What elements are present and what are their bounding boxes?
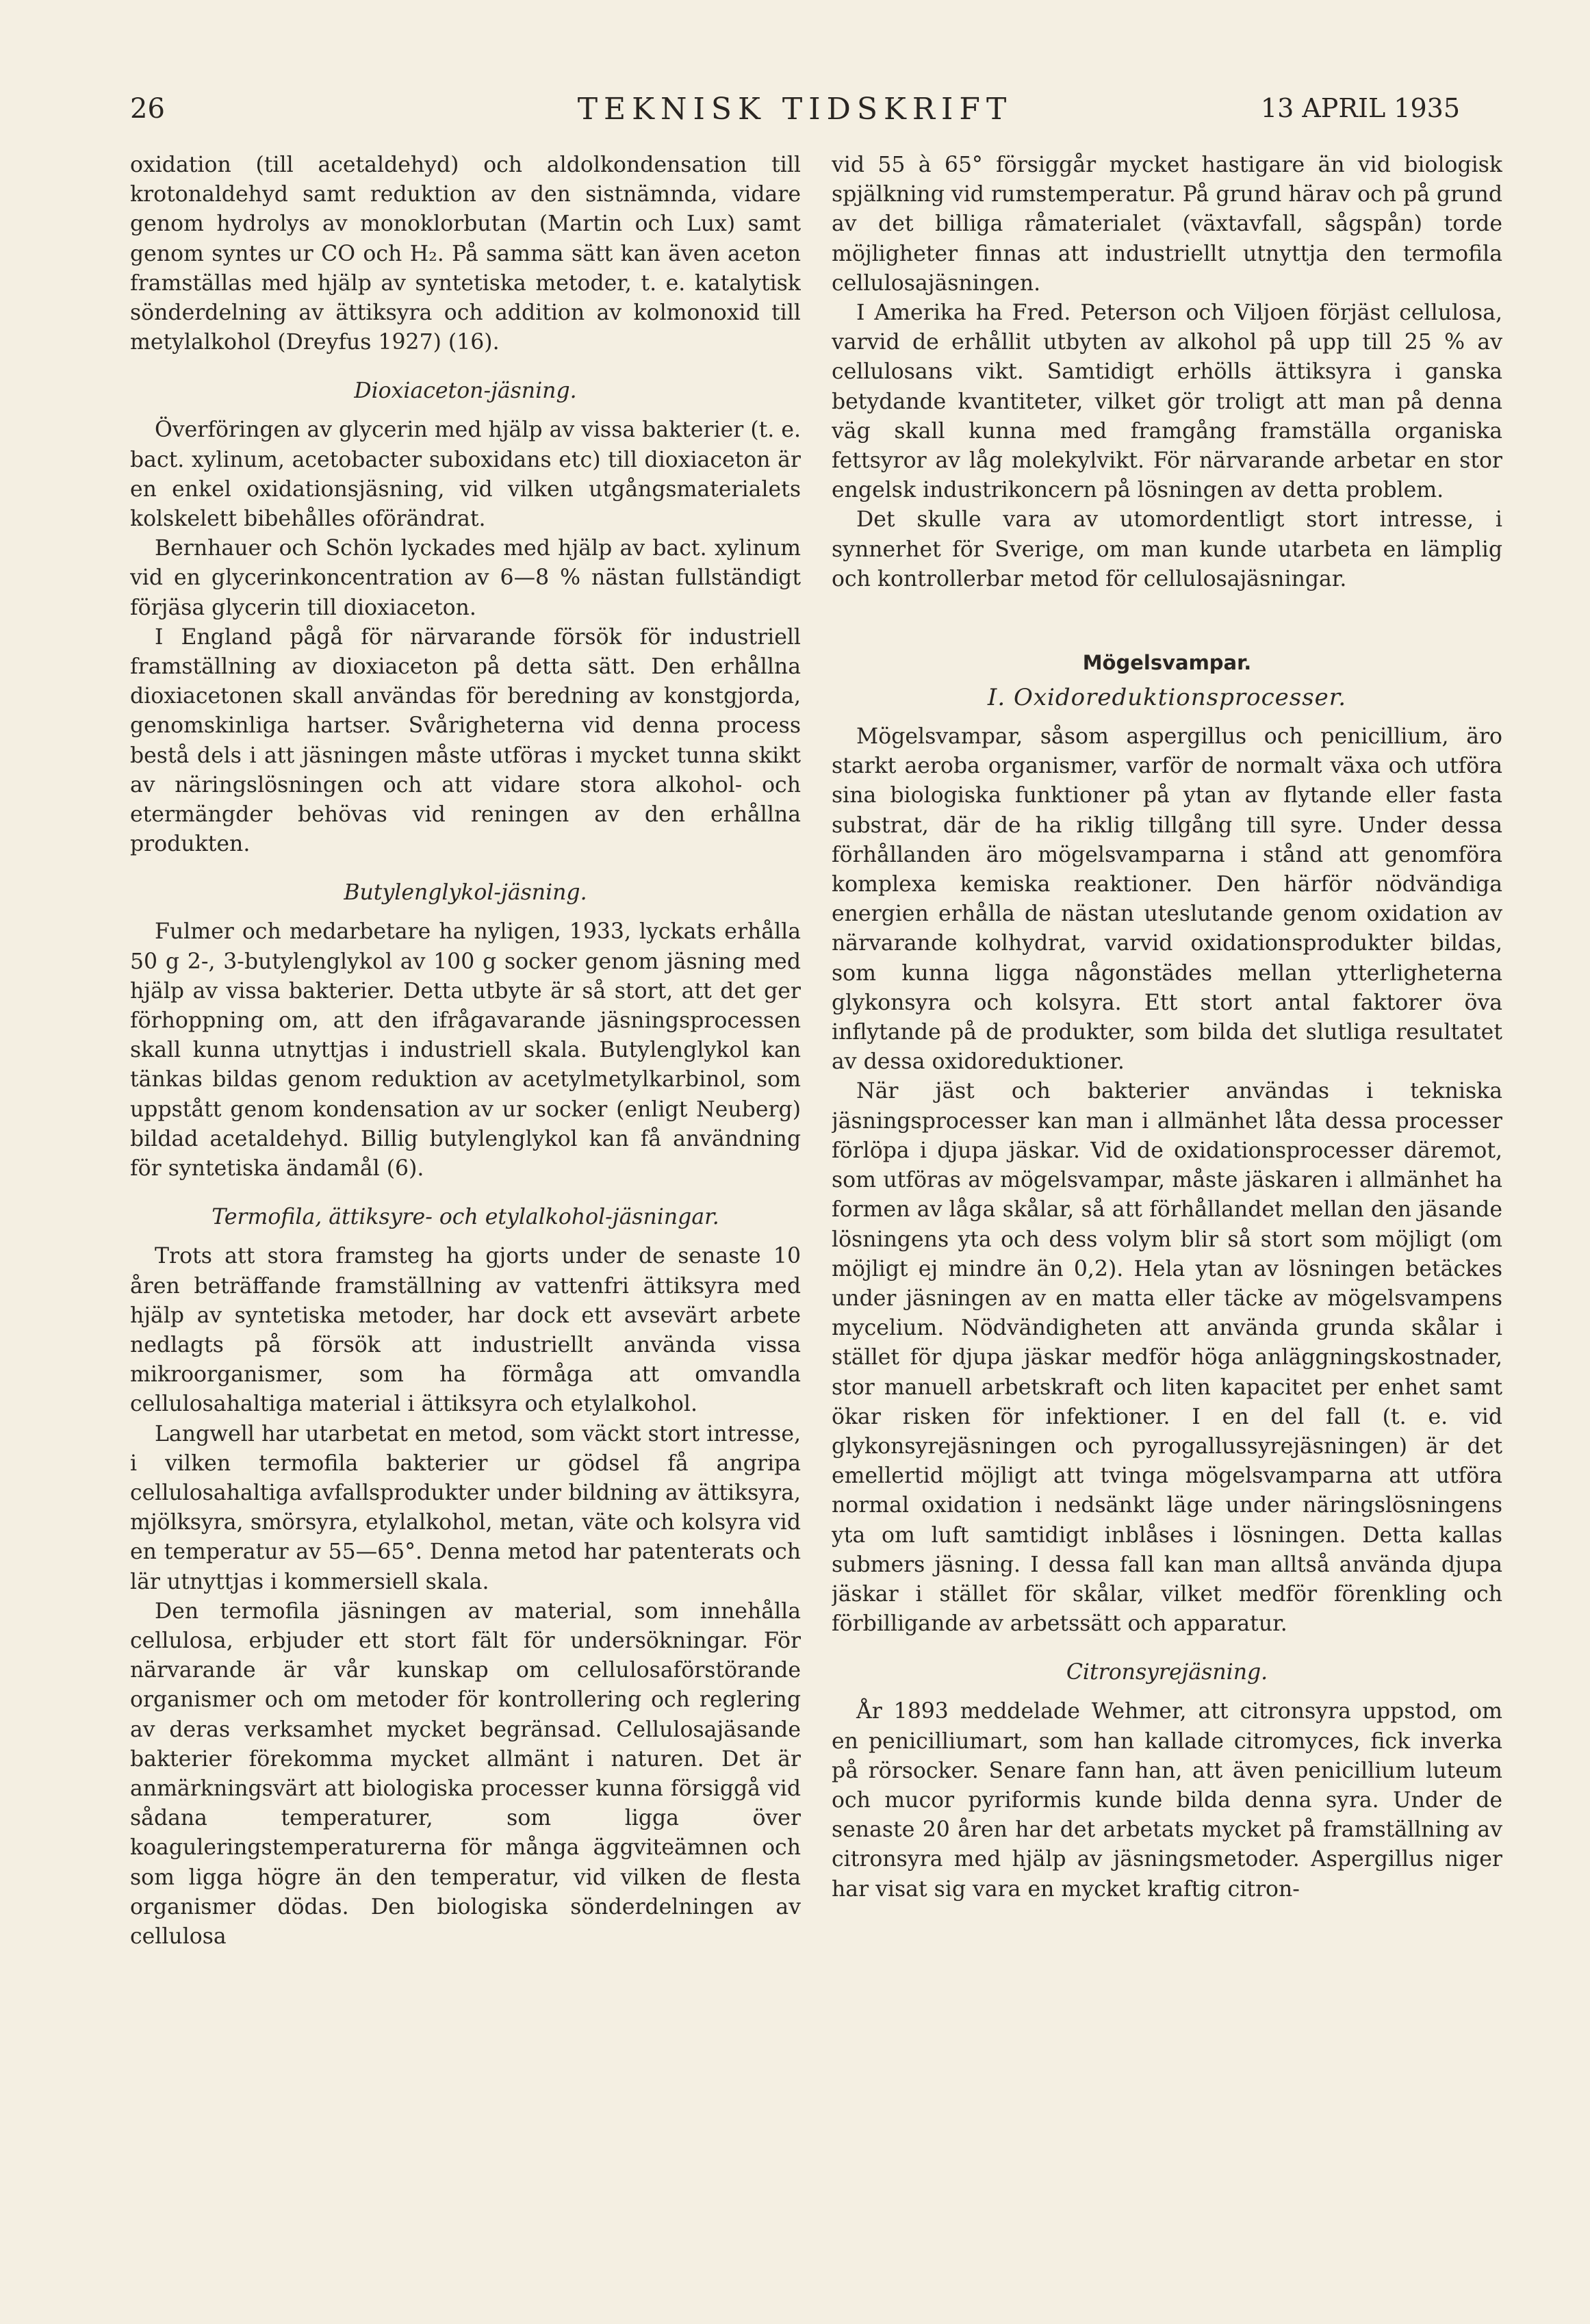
paragraph: Överföringen av glycerin med hjälp av vissa bakterier (t. e. bact. xylinum, acetobacter suboxidans etc) till dioxiaceton är en enkel oxidationsjäsning, vid vilken utgångsmaterialets kolskelett bibehålles oförändrat. xyxy=(130,418,801,532)
section-heading-citronsyre: Citronsyrejäsning. xyxy=(1066,1660,1268,1685)
left-column xyxy=(130,151,801,2204)
paragraph: Det skulle vara av utomordentligt stort intresse, i synnerhet för Sverige, om man kunde utarbeta en lämplig och kontrollerbar metod för cellulosajäsningar. xyxy=(832,507,1502,591)
paragraph: I England pågå för närvarande försök för industriell framställning av dioxiaceton på detta sätt. Den erhållna dioxiacetonen skall användas för beredning av konstgjorda, genomskinliga hartser. Svårigheterna vid denna process bestå dels i att jäsningen måste utföras i mycket tunna skikt av näringslösningen och att vidare stora alkohol- och etermängder behövas vid reningen av den erhållna produkten. xyxy=(130,624,801,857)
journal-title: TEKNISK TIDSKRIFT xyxy=(577,92,1013,127)
paragraph: När jäst och bakterier användas i tekniska jäsningsprocesser kan man i allmänhet låta dessa processer förlöpa i djupa jäskar. Vid de oxidationsprocesser däremot, som utföras av mögelsvampar, måste jäskaren i allmänhet ha formen av låga skålar, så att förhållandet mellan den jäsande lösningens yta och dess volym blir så stort som möjligt (om möjligt ej mindre än 0,2). Hela ytan av lösningen betäckes under jäsningen av en matta eller täcke av mögelsvampens mycelium. Nödvändigheten att använda grunda skålar i stället för djupa jäskar medför höga anläggningskostnader, stor manuell arbetskraft och liten kapacitet per enhet samt ökar risken för infektioner. I en del fall (t. e. vid glykonsyrejäsningen och pyrogallussyrejäsningen) är det emellertid möjligt att tvinga mögelsvamparna att utföra normal oxidation i nedsänkt läge under näringslösningens yta om luft samtidigt inblåses i lösningen. Detta kallas submers jäsning. I dessa fall kan man alltså använda djupa jäskar i stället för skålar, vilket medför förenkling och förbilligande av arbetssätt och apparatur. xyxy=(832,1079,1502,1637)
paragraph: Mögelsvampar, såsom aspergillus och penicillium, äro starkt aeroba organismer, varför de normalt växa och utföra sina biologiska funktioner på ytan av flytande eller fasta substrat, där de ha riklig tillgång till syre. Under dessa förhållanden äro mögelsvamparna i stånd att genomföra komplexa kemiska reaktioner. Den härför nödvändiga energien erhålla de nästan uteslutande genom oxidation av närvarande kolhydrat, varvid oxidationsprodukter bildas, som kunna ligga någonstädes mellan ytterligheterna glykonsyra och kolsyra. Ett stort antal faktorer öva inflytande på de produkter, som bilda det slutliga resultatet av dessa oxidoreduktioner. xyxy=(832,724,1502,1075)
issue-date: 13 APRIL 1935 xyxy=(1260,93,1460,123)
page-number: 26 xyxy=(130,93,165,125)
paragraph: Den termofila jäsningen av material, som innehålla cellulosa, erbjuder ett stort fält för undersökningar. För närvarande är vår kunskap om cellulosaförstörande organismer och om metoder för kontrollering och reglering av deras verksamhet mycket begränsad. Cellulosajäsande bakterier förekomma mycket allmänt i naturen. Det är anmärkningsvärt att biologiska processer kunna försiggå vid sådana temperaturer, som ligga över koaguleringstemperaturerna för många äggviteämnen och som ligga högre än den temperatur, vid vilken de flesta organismer dödas. Den biologiska sönderdelningen av cellulosa xyxy=(130,1598,801,1949)
paragraph: vid 55 à 65° försiggår mycket hastigare än vid biologisk spjälkning vid rumstemperatur. På grund härav och på grund av det billiga råmaterialet (växtavfall, sågspån) torde möjligheter finnas att industriellt utnyttja den termofila cellulosajäsningen. xyxy=(832,153,1502,296)
paragraph: Fulmer och medarbetare ha nyligen, 1933, lyckats erhålla 50 g 2-, 3-butylenglykol av 100 g socker genom jäsning med hjälp av vissa bakterier. Detta utbyte är så stort, att det ger förhoppning om, att den ifrågavarande jäsningsprocessen skall kunna utnyttjas i industriell skala. Butylenglykol kan tänkas bildas genom reduktion av acetylmetylkarbinol, som uppstått genom kondensation av ur socker (enligt Neuberg) bildad acetaldehyd. Billig butylenglykol kan få användning för syntetiska ändamål (6). xyxy=(130,919,801,1182)
subsection-heading-oxidoreduktion: I. Oxidoreduktionsprocesser. xyxy=(987,684,1347,712)
paragraph: I Amerika ha Fred. Peterson och Viljoen förjäst cellulosa, varvid de erhållit utbyten av alkohol på upp till 25 % av cellulosans vikt. Samtidigt erhölls ättiksyra i ganska betydande kvantiteter, vilket gör troligt att man på denna väg skall kunna med framgång framställa organiska fettsyror av låg molekylvikt. För närvarande arbetar en stor engelsk industrikoncern på lösningen av detta problem. xyxy=(832,301,1502,503)
paragraph: Bernhauer och Schön lyckades med hjälp av bact. xylinum vid en glycerinkoncentration av 6—8 % nästan fullständigt förjäsa glycerin till dioxiaceton. xyxy=(130,536,801,620)
section-heading-termofila: Termofila, ättiksyre- och etylalkohol-jäsningar. xyxy=(211,1205,719,1230)
paragraph: År 1893 meddelade Wehmer, att citronsyra uppstod, om en penicilliumart, som han kallade citromyces, fick inverka på rörsocker. Senare fann han, att även penicillium luteum och mucor pyriformis kunde bilda denna syra. Under de senaste 20 åren har det arbetats mycket på framställning av citronsyra med hjälp av jäsningsmetoder. Aspergillus niger har visat sig vara en mycket kraftig citron- xyxy=(832,1699,1502,1902)
section-heading-butylenglykol: Butylenglykol-jäsning. xyxy=(344,880,587,906)
right-column xyxy=(832,151,1502,2204)
paragraph: oxidation (till acetaldehyd) och aldolkondensation till krotonaldehyd samt reduktion av den sistnämnda, vidare genom hydrolys av monoklorbutan (Martin och Lux) samt genom syntes ur CO och H₂. På samma sätt kan även aceton framställas med hjälp av syntetiska metoder, t. e. katalytisk sönderdelning av ättiksyra och addition av kolmonoxid till metylalkohol (Dreyfus 1927) (16). xyxy=(130,153,801,355)
paragraph: Langwell har utarbetat en metod, som väckt stort intresse, i vilken termofila bakterier ur gödsel få angripa cellulosahaltiga avfallsprodukter under bildning av ättiksyra, mjölksyra, smörsyra, etylalkohol, metan, väte och kolsyra vid en temperatur av 55—65°. Denna metod har patenterats och lär utnyttjas i kommersiell skala. xyxy=(130,1421,801,1594)
section-heading-dioxiaceton: Dioxiaceton-jäsning. xyxy=(354,379,577,404)
running-header xyxy=(130,81,1460,142)
paragraph: Trots att stora framsteg ha gjorts under de senaste 10 åren beträffande framställning av vattenfri ättiksyra med hjälp av syntetiska metoder, har dock ett avsevärt arbete nedlagts på försök att industriellt använda vissa mikroorganismer, som ha förmåga att omvandla cellulosahaltiga material i ättiksyra och etylalkohol. xyxy=(130,1244,801,1417)
section-heading-mogelsvampar: Mögelsvampar. xyxy=(1082,651,1252,675)
